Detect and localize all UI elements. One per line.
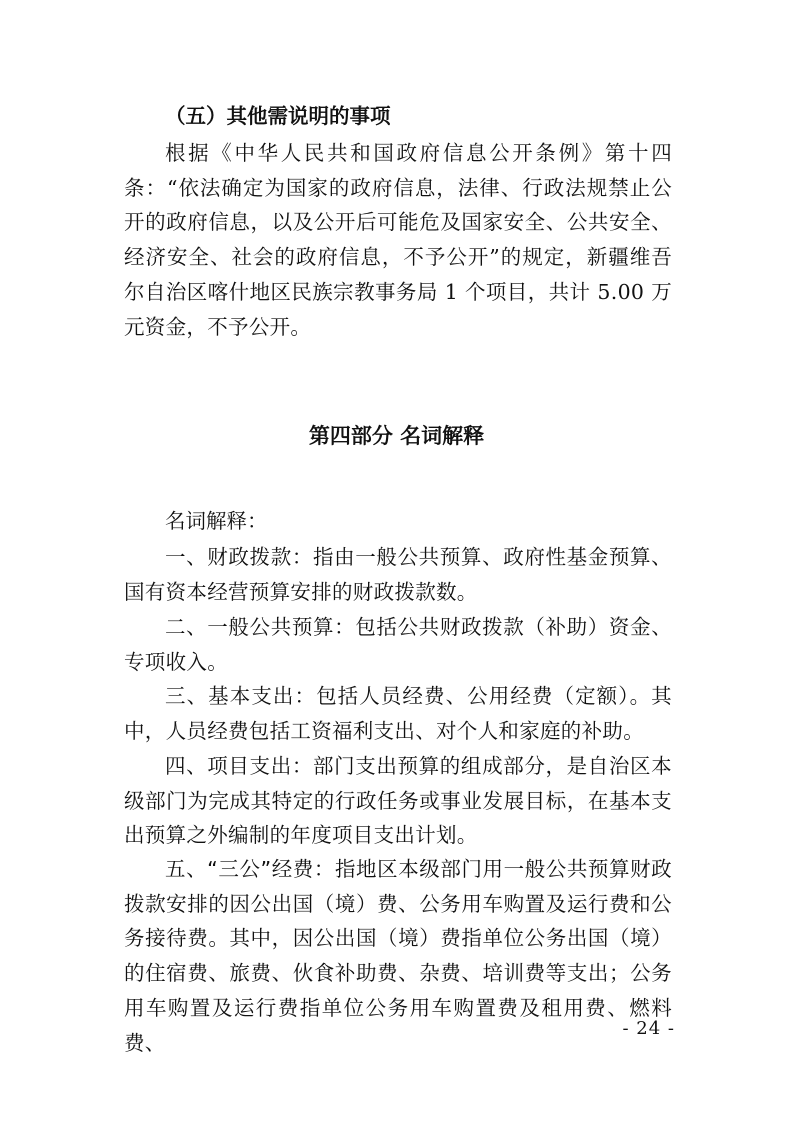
glossary-intro: 名词解释： — [165, 509, 268, 533]
glossary-item — [124, 540, 672, 609]
glossary-term: 二、一般公共预算： — [165, 615, 356, 639]
glossary-definition: 包括人员经费、公用经费（定额）。其中，人员经费包括工资福利支出、对个人和家庭的补助。 — [124, 684, 672, 743]
section-heading: （五）其他需说明的事项 — [165, 104, 391, 128]
page-number: - 24 - — [622, 1018, 675, 1039]
glossary-item — [124, 749, 672, 853]
glossary-definition: 部门支出预算的组成部分，是自治区本级部门为完成其特定的行政任务或事业发展目标，在基本支出预算之外编制的年度项目支出计划。 — [124, 754, 672, 848]
glossary-item — [124, 679, 672, 748]
glossary-term: 一、财政拨款： — [165, 545, 313, 569]
part-title: 第四部分 名词解释 — [308, 424, 485, 448]
glossary-item — [124, 610, 672, 679]
glossary-term: 四、项目支出： — [165, 754, 313, 778]
glossary-definition: 包括公共财政拨款（补助）资金、专项收入。 — [124, 615, 673, 674]
glossary-term: 三、基本支出： — [165, 684, 317, 708]
glossary-definition: 指由一般公共预算、政府性基金预算、国有资本经营预算安排的财政拨款数。 — [124, 545, 672, 604]
glossary-item — [124, 852, 672, 1060]
glossary-term: 五、“三公”经费： — [165, 857, 335, 881]
glossary-definition: 指地区本级部门用一般公共预算财政拨款安排的因公出国（境）费、公务用车购置及运行费和公务接待费。其中，因公出国（境）费指单位公务出国（境）的住宿费、旅费、伙食补助费、杂费、培训费等支出；公务用车购置及运行费指单位公务用车购置费及租用费、燃料费、 — [124, 857, 672, 1055]
section-body-paragraph: 根据《中华人民共和国政府信息公开条例》第十四条：“依法确定为国家的政府信息，法律、行政法规禁止公开的政府信息，以及公开后可能危及国家安全、公共安全、经济安全、社会的政府信息，不予公开”的规定，新疆维吾尔自治区喀什地区民族宗教事务局 1 个项目，共计 5.00 万元资金，不予公开。 — [124, 141, 672, 339]
